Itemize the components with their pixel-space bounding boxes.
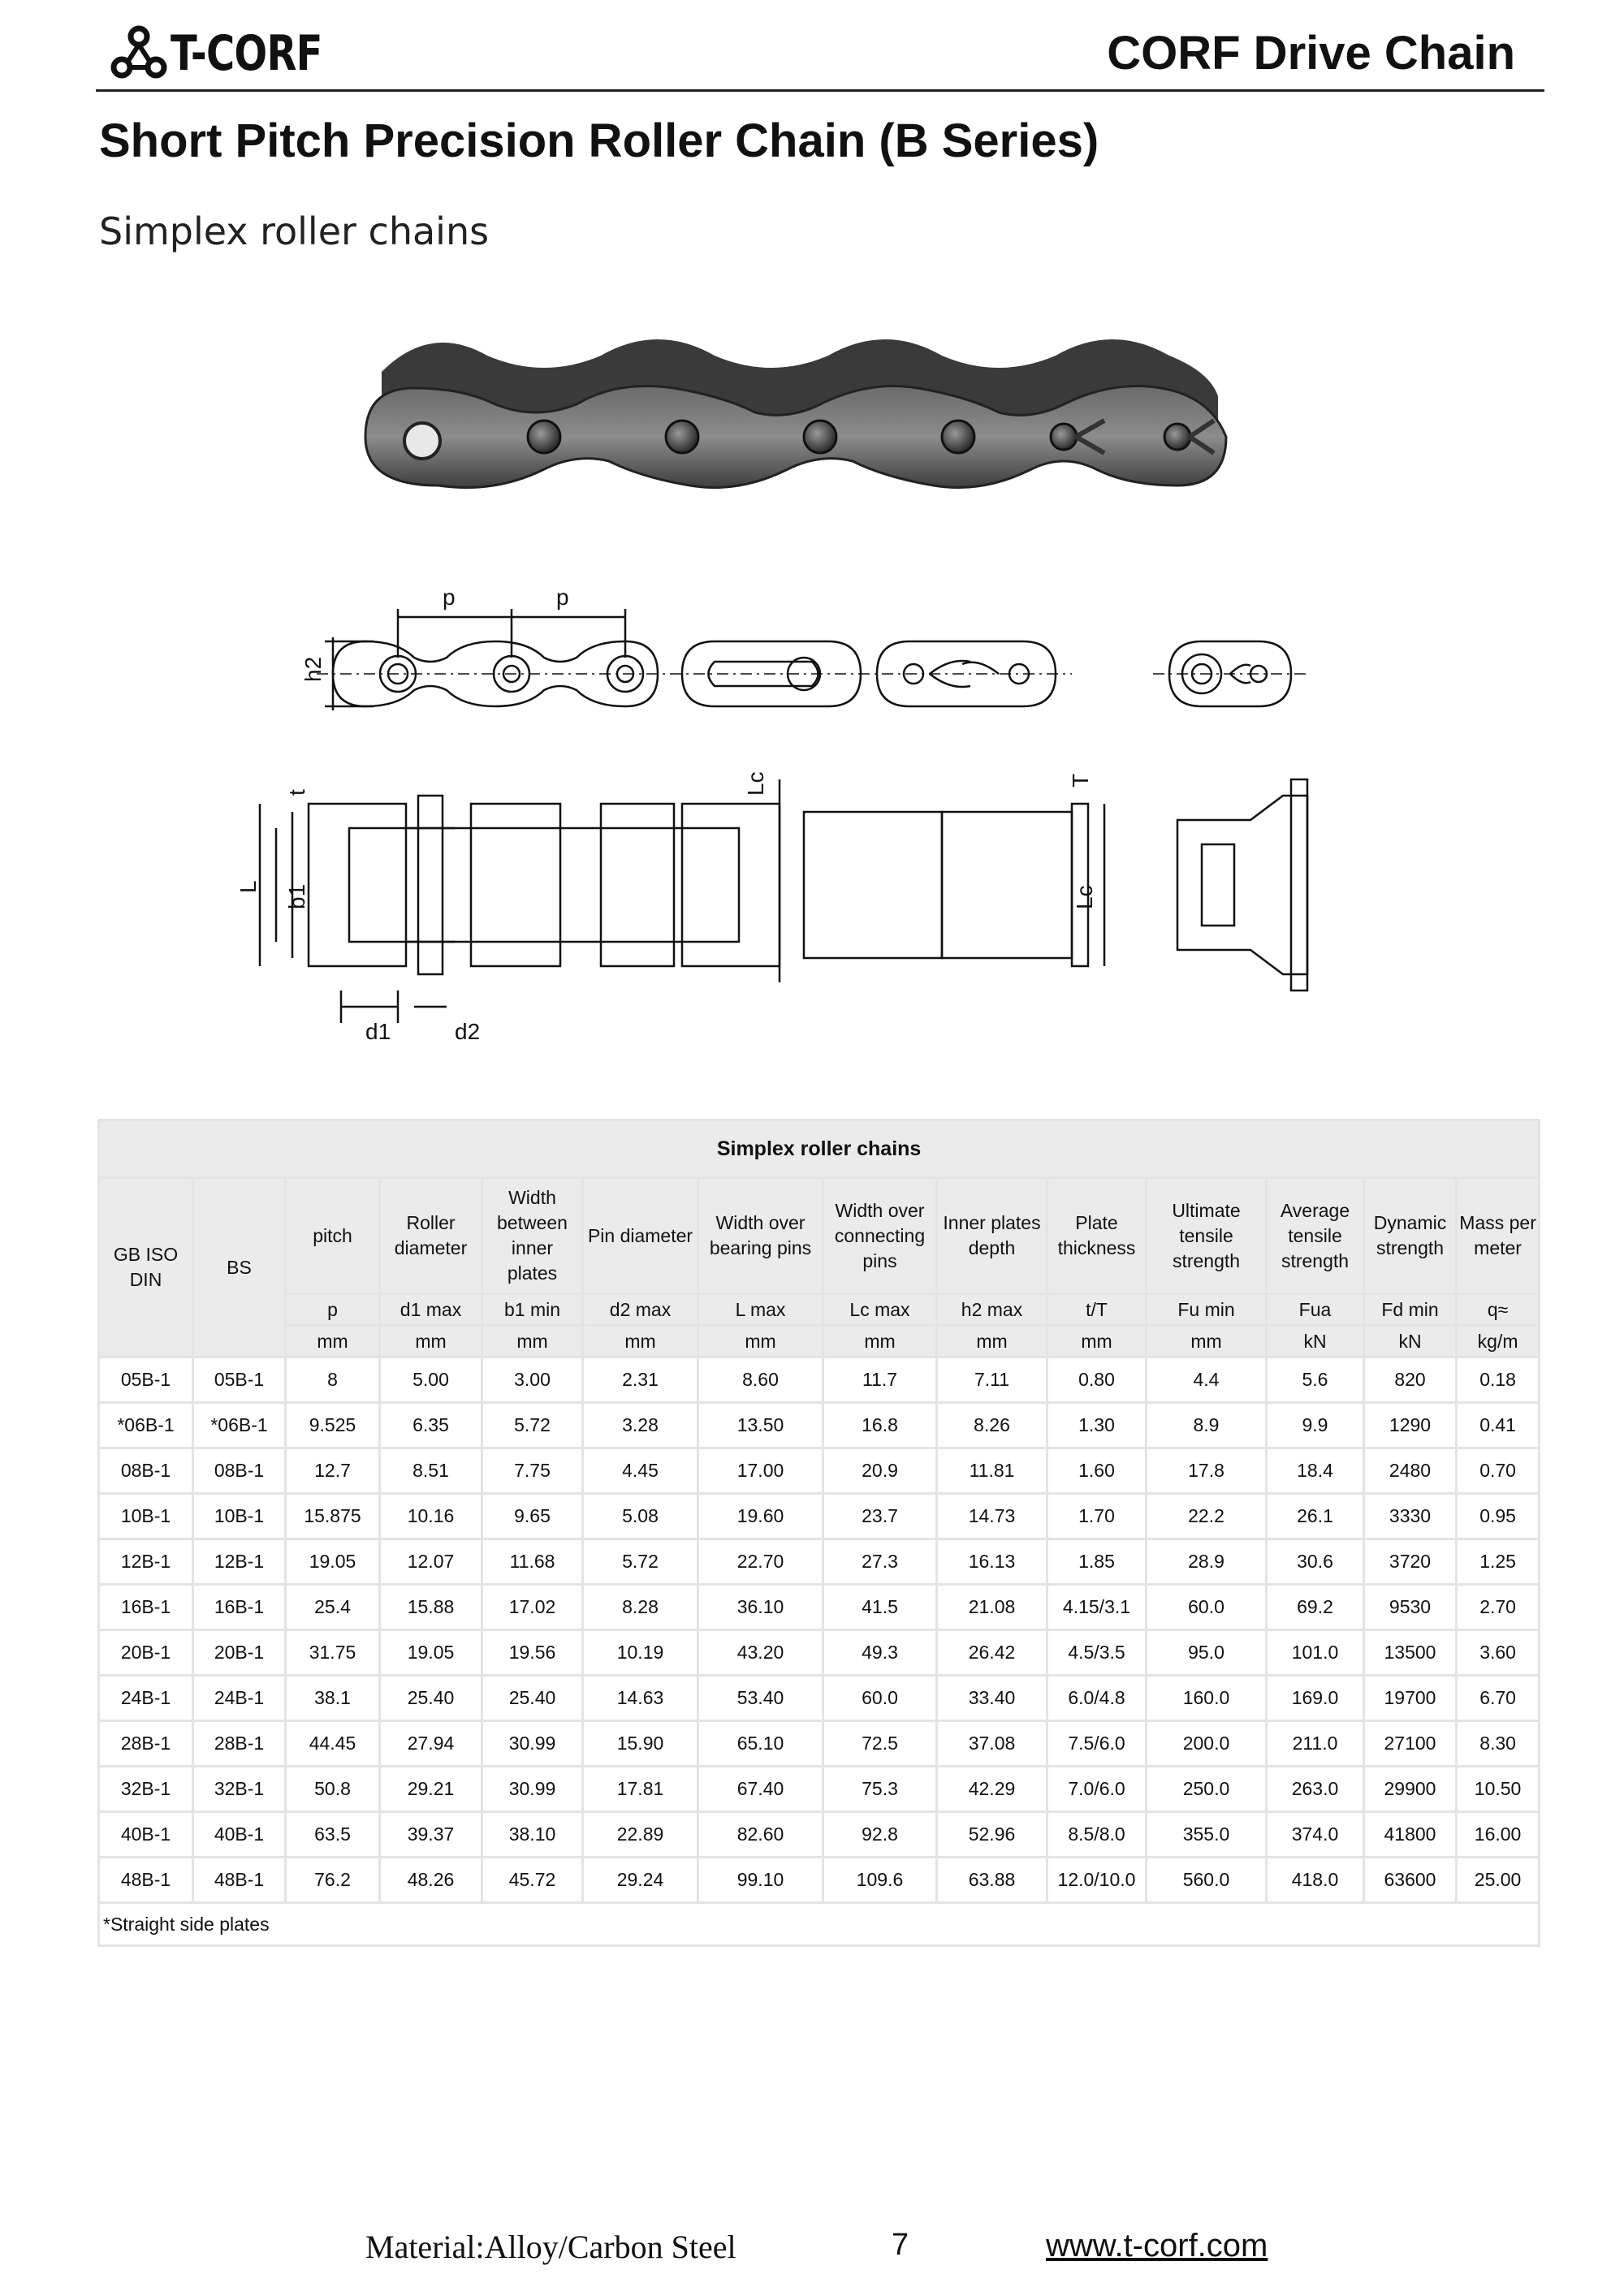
- table-cell: 0.41: [1457, 1403, 1540, 1448]
- label-t: t: [284, 789, 309, 796]
- table-row: [99, 1630, 1540, 1676]
- table-cell: 29900: [1364, 1767, 1457, 1812]
- table-row: [99, 1676, 1540, 1721]
- table-cell: 67.40: [698, 1767, 823, 1812]
- table-cell: 5.00: [380, 1357, 482, 1403]
- table-row: [99, 1357, 1540, 1403]
- table-cell: 6.70: [1457, 1676, 1540, 1721]
- table-cell: 0.95: [1457, 1494, 1540, 1539]
- table-cell: 15.90: [583, 1721, 698, 1767]
- table-cell: 7.5/6.0: [1047, 1721, 1147, 1767]
- column-unit: kN: [1267, 1326, 1364, 1357]
- footer-material: Material:Alloy/Carbon Steel: [365, 2229, 736, 2265]
- table-cell: 19.05: [286, 1539, 380, 1585]
- table-cell: 41.5: [823, 1585, 937, 1630]
- table-cell: 20.9: [823, 1448, 937, 1494]
- table-cell: 9530: [1364, 1585, 1457, 1630]
- table-cell: 3.00: [482, 1357, 583, 1403]
- table-cell: 11.7: [823, 1357, 937, 1403]
- table-cell: 60.0: [1147, 1585, 1267, 1630]
- column-unit: mm: [937, 1326, 1047, 1357]
- label-Lc-side: Lc: [1072, 885, 1097, 909]
- table-cell: 14.63: [583, 1676, 698, 1721]
- table-cell: 72.5: [823, 1721, 937, 1767]
- table-cell: 263.0: [1267, 1767, 1364, 1812]
- table-cell: 8: [286, 1357, 380, 1403]
- table-cell: 60.0: [823, 1676, 937, 1721]
- table-cell: 27.3: [823, 1539, 937, 1585]
- table-cell: 3720: [1364, 1539, 1457, 1585]
- table-row: [99, 1494, 1540, 1539]
- column-header: Mass per meter: [1457, 1178, 1540, 1294]
- table-cell: 5.72: [482, 1403, 583, 1448]
- column-symbol: h2 max: [937, 1294, 1047, 1326]
- table-cell: 17.02: [482, 1585, 583, 1630]
- column-symbol: d1 max: [380, 1294, 482, 1326]
- spec-table: [97, 1119, 1540, 1947]
- table-cell: 169.0: [1267, 1676, 1364, 1721]
- table-cell: 76.2: [286, 1858, 380, 1903]
- table-cell: 211.0: [1267, 1721, 1364, 1767]
- table-cell: 28.9: [1147, 1539, 1267, 1585]
- table-cell: 5.08: [583, 1494, 698, 1539]
- table-cell: 4.45: [583, 1448, 698, 1494]
- table-cell: 25.4: [286, 1585, 380, 1630]
- table-cell: 8.60: [698, 1357, 823, 1403]
- column-header: Average tensile strength: [1267, 1178, 1364, 1294]
- table-cell: 16B-1: [193, 1585, 286, 1630]
- table-row: [99, 1539, 1540, 1585]
- table-cell: 15.88: [380, 1585, 482, 1630]
- table-cell: 37.08: [937, 1721, 1047, 1767]
- column-symbol: Fd min: [1364, 1294, 1457, 1326]
- table-cell: 49.3: [823, 1630, 937, 1676]
- column-unit: mm: [380, 1326, 482, 1357]
- table-cell: 28B-1: [193, 1721, 286, 1767]
- table-cell: 31.75: [286, 1630, 380, 1676]
- table-cell: 08B-1: [193, 1448, 286, 1494]
- table-cell: 38.10: [482, 1812, 583, 1858]
- table-cell: 29.24: [583, 1858, 698, 1903]
- label-T: T: [1068, 773, 1093, 788]
- table-cell: 13500: [1364, 1630, 1457, 1676]
- table-cell: 6.0/4.8: [1047, 1676, 1147, 1721]
- page-footer: [0, 2228, 1624, 2277]
- table-cell: 42.29: [937, 1767, 1047, 1812]
- table-cell: 12.07: [380, 1539, 482, 1585]
- table-cell: 5.6: [1267, 1357, 1364, 1403]
- table-cell: 160.0: [1147, 1676, 1267, 1721]
- column-unit: mm: [286, 1326, 380, 1357]
- label-h2: h2: [300, 656, 326, 682]
- table-cell: 32B-1: [193, 1767, 286, 1812]
- table-cell: 69.2: [1267, 1585, 1364, 1630]
- table-cell: 820: [1364, 1357, 1457, 1403]
- table-cell: 4.4: [1147, 1357, 1267, 1403]
- column-header: Dynamic strength: [1364, 1178, 1457, 1294]
- column-symbol: d2 max: [583, 1294, 698, 1326]
- table-cell: 19700: [1364, 1676, 1457, 1721]
- table-cell: 08B-1: [99, 1448, 193, 1494]
- table-cell: 30.6: [1267, 1539, 1364, 1585]
- table-cell: 16.8: [823, 1403, 937, 1448]
- table-cell: 10.19: [583, 1630, 698, 1676]
- table-cell: 99.10: [698, 1858, 823, 1903]
- column-unit: mm: [1147, 1326, 1267, 1357]
- table-cell: 92.8: [823, 1812, 937, 1858]
- table-cell: 33.40: [937, 1676, 1047, 1721]
- column-header: Inner plates depth: [937, 1178, 1047, 1294]
- table-row: [99, 1403, 1540, 1448]
- table-row: [99, 1585, 1540, 1630]
- table-cell: 12B-1: [99, 1539, 193, 1585]
- table-cell: 16.00: [1457, 1812, 1540, 1858]
- table-cell: 0.70: [1457, 1448, 1540, 1494]
- table-cell: 7.11: [937, 1357, 1047, 1403]
- column-header: Ultimate tensile strength: [1147, 1178, 1267, 1294]
- table-cell: 25.40: [380, 1676, 482, 1721]
- table-cell: 25.40: [482, 1676, 583, 1721]
- table-cell: 82.60: [698, 1812, 823, 1858]
- table-cell: 10.50: [1457, 1767, 1540, 1812]
- column-unit: mm: [698, 1326, 823, 1357]
- table-cell: 101.0: [1267, 1630, 1364, 1676]
- label-b1: b1: [284, 883, 309, 909]
- table-row: [99, 1767, 1540, 1812]
- table-cell: 1.30: [1047, 1403, 1147, 1448]
- table-cell: 11.68: [482, 1539, 583, 1585]
- table-cell: 44.45: [286, 1721, 380, 1767]
- table-cell: 20B-1: [99, 1630, 193, 1676]
- table-cell: 63600: [1364, 1858, 1457, 1903]
- column-symbol: p: [286, 1294, 380, 1326]
- table-cell: 22.89: [583, 1812, 698, 1858]
- column-header: pitch: [286, 1178, 380, 1294]
- column-header: BS: [193, 1178, 286, 1357]
- table-cell: 8.51: [380, 1448, 482, 1494]
- table-cell: 21.08: [937, 1585, 1047, 1630]
- table-cell: 32B-1: [99, 1767, 193, 1812]
- column-unit: mm: [482, 1326, 583, 1357]
- table-cell: 8.5/8.0: [1047, 1812, 1147, 1858]
- table-cell: 374.0: [1267, 1812, 1364, 1858]
- table-cell: 250.0: [1147, 1767, 1267, 1812]
- table-cell: 45.72: [482, 1858, 583, 1903]
- page-number: 7: [892, 2228, 909, 2262]
- column-header: Width over connecting pins: [823, 1178, 937, 1294]
- table-cell: 16.13: [937, 1539, 1047, 1585]
- table-cell: 63.88: [937, 1858, 1047, 1903]
- table-cell: 9.65: [482, 1494, 583, 1539]
- table-cell: 4.15/3.1: [1047, 1585, 1147, 1630]
- table-cell: 38.1: [286, 1676, 380, 1721]
- label-pitch-1: p: [443, 585, 456, 610]
- table-cell: *06B-1: [193, 1403, 286, 1448]
- table-row: [99, 1858, 1540, 1903]
- table-cell: 355.0: [1147, 1812, 1267, 1858]
- table-cell: 0.18: [1457, 1357, 1540, 1403]
- table-cell: 17.81: [583, 1767, 698, 1812]
- website-link[interactable]: www.t-corf.com: [1046, 2228, 1268, 2264]
- label-Lc-top: Lc: [743, 771, 768, 796]
- table-cell: 22.2: [1147, 1494, 1267, 1539]
- column-unit: mm: [823, 1326, 937, 1357]
- label-L: L: [235, 880, 261, 893]
- table-cell: 2.31: [583, 1357, 698, 1403]
- table-cell: 18.4: [1267, 1448, 1364, 1494]
- table-cell: 13.50: [698, 1403, 823, 1448]
- brand-title: CORF Drive Chain: [1107, 27, 1515, 80]
- chain-link-icon: [110, 25, 167, 82]
- table-cell: 1.70: [1047, 1494, 1147, 1539]
- table-cell: 10B-1: [99, 1494, 193, 1539]
- table-footnote: *Straight side plates: [99, 1903, 1540, 1946]
- table-cell: 9.525: [286, 1403, 380, 1448]
- table-cell: 05B-1: [99, 1357, 193, 1403]
- table-cell: 53.40: [698, 1676, 823, 1721]
- table-cell: 12.0/10.0: [1047, 1858, 1147, 1903]
- table-cell: 22.70: [698, 1539, 823, 1585]
- column-symbol: L max: [698, 1294, 823, 1326]
- table-cell: 3.28: [583, 1403, 698, 1448]
- table-cell: 8.9: [1147, 1403, 1267, 1448]
- table-cell: 14.73: [937, 1494, 1047, 1539]
- table-cell: 2480: [1364, 1448, 1457, 1494]
- table-cell: 95.0: [1147, 1630, 1267, 1676]
- table-cell: 10.16: [380, 1494, 482, 1539]
- table-cell: 11.81: [937, 1448, 1047, 1494]
- table-cell: 1290: [1364, 1403, 1457, 1448]
- table-cell: 16B-1: [99, 1585, 193, 1630]
- table-cell: 28B-1: [99, 1721, 193, 1767]
- table-row: [99, 1448, 1540, 1494]
- table-cell: 8.30: [1457, 1721, 1540, 1767]
- chain-photo: [349, 323, 1275, 518]
- table-cell: 418.0: [1267, 1858, 1364, 1903]
- table-cell: 63.5: [286, 1812, 380, 1858]
- table-cell: 10B-1: [193, 1494, 286, 1539]
- page-title: Short Pitch Precision Roller Chain (B Series): [99, 114, 1099, 167]
- table-cell: 8.28: [583, 1585, 698, 1630]
- column-symbol: t/T: [1047, 1294, 1147, 1326]
- table-cell: 19.05: [380, 1630, 482, 1676]
- table-cell: 75.3: [823, 1767, 937, 1812]
- column-header: Pin diameter: [583, 1178, 698, 1294]
- table-cell: 39.37: [380, 1812, 482, 1858]
- table-cell: *06B-1: [99, 1403, 193, 1448]
- table-cell: 23.7: [823, 1494, 937, 1539]
- table-row: [99, 1721, 1540, 1767]
- table-cell: 12B-1: [193, 1539, 286, 1585]
- table-cell: 26.1: [1267, 1494, 1364, 1539]
- table-cell: 05B-1: [193, 1357, 286, 1403]
- table-cell: 48B-1: [193, 1858, 286, 1903]
- page-subtitle: Simplex roller chains: [99, 209, 490, 253]
- logo-text: T-CORF: [171, 25, 322, 82]
- table-cell: 24B-1: [99, 1676, 193, 1721]
- column-symbol: q≈: [1457, 1294, 1540, 1326]
- table-cell: 36.10: [698, 1585, 823, 1630]
- table-cell: 40B-1: [99, 1812, 193, 1858]
- table-cell: 5.72: [583, 1539, 698, 1585]
- table-cell: 3.60: [1457, 1630, 1540, 1676]
- column-unit: mm: [583, 1326, 698, 1357]
- column-header: Width between inner plates: [482, 1178, 583, 1294]
- table-cell: 41800: [1364, 1812, 1457, 1858]
- table-cell: 1.60: [1047, 1448, 1147, 1494]
- table-cell: 19.56: [482, 1630, 583, 1676]
- table-cell: 25.00: [1457, 1858, 1540, 1903]
- table-cell: 19.60: [698, 1494, 823, 1539]
- table-cell: 26.42: [937, 1630, 1047, 1676]
- column-symbol: Lc max: [823, 1294, 937, 1326]
- column-unit: kN: [1364, 1326, 1457, 1357]
- label-d1: d1: [365, 1019, 391, 1044]
- table-cell: 9.9: [1267, 1403, 1364, 1448]
- table-cell: 1.85: [1047, 1539, 1147, 1585]
- table-cell: 29.21: [380, 1767, 482, 1812]
- column-header: Plate thickness: [1047, 1178, 1147, 1294]
- table-cell: 30.99: [482, 1767, 583, 1812]
- table-cell: 50.8: [286, 1767, 380, 1812]
- table-cell: 7.75: [482, 1448, 583, 1494]
- column-symbol: b1 min: [482, 1294, 583, 1326]
- table-cell: 7.0/6.0: [1047, 1767, 1147, 1812]
- label-pitch-2: p: [556, 585, 569, 610]
- table-row: [99, 1812, 1540, 1858]
- table-cell: 6.35: [380, 1403, 482, 1448]
- table-cell: 4.5/3.5: [1047, 1630, 1147, 1676]
- table-cell: 8.26: [937, 1403, 1047, 1448]
- brand-logo: [110, 23, 360, 84]
- column-symbol: Fu min: [1147, 1294, 1267, 1326]
- table-cell: 43.20: [698, 1630, 823, 1676]
- table-cell: 12.7: [286, 1448, 380, 1494]
- table-cell: 200.0: [1147, 1721, 1267, 1767]
- table-cell: 27100: [1364, 1721, 1457, 1767]
- column-unit: mm: [1047, 1326, 1147, 1357]
- table-cell: 30.99: [482, 1721, 583, 1767]
- table-cell: 1.25: [1457, 1539, 1540, 1585]
- table-cell: 109.6: [823, 1858, 937, 1903]
- table-cell: 40B-1: [193, 1812, 286, 1858]
- table-caption: Simplex roller chains: [99, 1120, 1540, 1178]
- column-header: GB ISO DIN: [99, 1178, 193, 1357]
- table-cell: 15.875: [286, 1494, 380, 1539]
- table-cell: 560.0: [1147, 1858, 1267, 1903]
- column-header: Width over bearing pins: [698, 1178, 823, 1294]
- table-cell: 48.26: [380, 1858, 482, 1903]
- table-cell: 2.70: [1457, 1585, 1540, 1630]
- table-cell: 65.10: [698, 1721, 823, 1767]
- column-header: Roller diameter: [380, 1178, 482, 1294]
- spec-table-wrapper: [97, 1119, 1538, 1947]
- table-cell: 17.8: [1147, 1448, 1267, 1494]
- chain-technical-drawing: [235, 568, 1413, 1047]
- table-cell: 52.96: [937, 1812, 1047, 1858]
- table-cell: 48B-1: [99, 1858, 193, 1903]
- label-d2: d2: [455, 1019, 481, 1044]
- column-unit: kg/m: [1457, 1326, 1540, 1357]
- table-cell: 24B-1: [193, 1676, 286, 1721]
- table-cell: 3330: [1364, 1494, 1457, 1539]
- page-header: [96, 19, 1544, 92]
- table-cell: 17.00: [698, 1448, 823, 1494]
- column-symbol: Fua: [1267, 1294, 1364, 1326]
- table-cell: 20B-1: [193, 1630, 286, 1676]
- table-cell: 0.80: [1047, 1357, 1147, 1403]
- table-cell: 27.94: [380, 1721, 482, 1767]
